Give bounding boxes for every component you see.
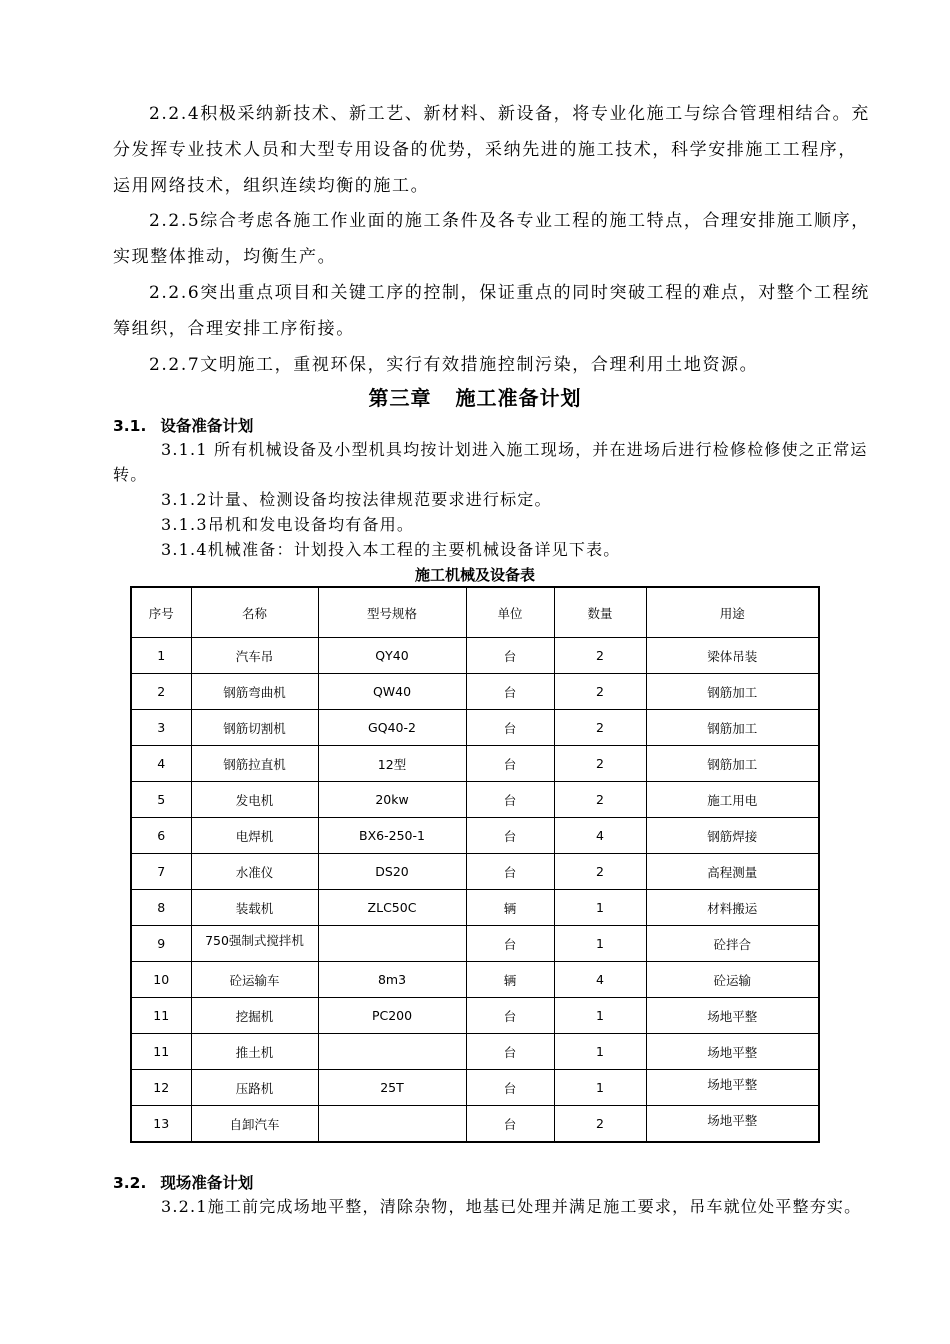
paragraph-2-2-5: 2.2.5综合考虑各施工作业面的施工条件及各专业工程的施工特点，合理安排施工顺序，实现整体推动，均衡生产。 — [113, 211, 870, 267]
table-cell: 汽车吊 — [191, 638, 318, 674]
table-cell: 发电机 — [191, 782, 318, 818]
table-cell: 台 — [466, 854, 554, 890]
table-cell: 4 — [554, 962, 646, 998]
table-cell: 台 — [466, 674, 554, 710]
table-cell: 8 — [131, 890, 191, 926]
table-cell: 钢筋拉直机 — [191, 746, 318, 782]
table-cell: 4 — [131, 746, 191, 782]
table-cell: 11 — [131, 1034, 191, 1070]
table-cell: 台 — [466, 710, 554, 746]
table-cell: 台 — [466, 1034, 554, 1070]
table-cell: ZLC50C — [318, 890, 466, 926]
table-cell: 1 — [554, 890, 646, 926]
section-3-1-heading — [113, 414, 253, 436]
table-row — [131, 1070, 819, 1106]
table-cell: 1 — [554, 998, 646, 1034]
section-title: 现场准备计划 — [160, 1174, 254, 1192]
table-cell: 钢筋切割机 — [191, 710, 318, 746]
table-cell: 压路机 — [191, 1070, 318, 1106]
table-cell: 2 — [554, 674, 646, 710]
table-cell: 挖掘机 — [191, 998, 318, 1034]
table-cell: 台 — [466, 998, 554, 1034]
header-cell: 用途 — [646, 587, 819, 638]
table-cell: 钢筋焊接 — [646, 818, 819, 854]
chapter-number: 第三章 — [368, 386, 432, 410]
table-cell: 13 — [131, 1106, 191, 1143]
table-row — [131, 998, 819, 1034]
table-cell — [318, 926, 466, 962]
table-cell: 2 — [554, 1106, 646, 1143]
table-cell: 9 — [131, 926, 191, 962]
table-cell: QY40 — [318, 638, 466, 674]
table-cell: 11 — [131, 998, 191, 1034]
table-cell: 推土机 — [191, 1034, 318, 1070]
table-row — [131, 1034, 819, 1070]
table-cell: 1 — [554, 1034, 646, 1070]
table-cell: 4 — [554, 818, 646, 854]
table-row — [131, 962, 819, 998]
table-cell — [318, 1034, 466, 1070]
table-cell: 1 — [131, 638, 191, 674]
table-cell: 电焊机 — [191, 818, 318, 854]
table-cell: 砼拌合 — [646, 926, 819, 962]
table-cell: 2 — [131, 674, 191, 710]
table-cell: 6 — [131, 818, 191, 854]
table-cell: 台 — [466, 782, 554, 818]
table-cell: 自卸汽车 — [191, 1106, 318, 1143]
table-cell: 砼运输车 — [191, 962, 318, 998]
table-row — [131, 674, 819, 710]
table-row — [131, 782, 819, 818]
table-cell: 750强制式搅拌机 — [191, 926, 318, 962]
table-cell: 场地平整 — [646, 1070, 819, 1106]
table-cell: 梁体吊装 — [646, 638, 819, 674]
table-cell: 台 — [466, 818, 554, 854]
table-row — [131, 818, 819, 854]
chapter-title: 施工准备计划 — [455, 386, 582, 410]
table-cell — [318, 1106, 466, 1143]
table-cell: 20kw — [318, 782, 466, 818]
table-cell: 8m3 — [318, 962, 466, 998]
table-cell: 场地平整 — [646, 1106, 819, 1143]
paragraph-3-2-1: 3.2.1施工前完成场地平整，清除杂物，地基已处理并满足施工要求，吊车就位处平整夯实。 — [161, 1197, 862, 1216]
table-cell: 钢筋加工 — [646, 746, 819, 782]
paragraph-3-1-4: 3.1.4机械准备：计划投入本工程的主要机械设备详见下表。 — [161, 540, 621, 559]
header-cell: 单位 — [466, 587, 554, 638]
table-cell: DS20 — [318, 854, 466, 890]
table-row — [131, 890, 819, 926]
table-cell: 台 — [466, 638, 554, 674]
header-cell: 序号 — [131, 587, 191, 638]
table-cell: 材料搬运 — [646, 890, 819, 926]
table-cell: 台 — [466, 1070, 554, 1106]
paragraph-3-1-3: 3.1.3吊机和发电设备均有备用。 — [161, 515, 415, 534]
section-number: 3.1. — [113, 417, 147, 435]
table-header-row — [131, 587, 819, 638]
table-cell: 2 — [554, 782, 646, 818]
equipment-table — [130, 586, 820, 1143]
table-cell: BX6-250-1 — [318, 818, 466, 854]
paragraph-3-1-1: 3.1.1 所有机械设备及小型机具均按计划进入施工现场，并在进场后进行检修检修使之正常运转。 — [113, 440, 868, 484]
table-cell: GQ40-2 — [318, 710, 466, 746]
table-cell: 台 — [466, 746, 554, 782]
section-3-2-heading — [113, 1171, 253, 1193]
table-cell: 钢筋加工 — [646, 674, 819, 710]
section-number: 3.2. — [113, 1174, 147, 1192]
table-cell: 2 — [554, 638, 646, 674]
table-cell: 1 — [554, 1070, 646, 1106]
header-cell: 数量 — [554, 587, 646, 638]
table-cell: 7 — [131, 854, 191, 890]
table-cell: 施工用电 — [646, 782, 819, 818]
header-cell: 型号规格 — [318, 587, 466, 638]
table-cell: 12型 — [318, 746, 466, 782]
table-cell: 辆 — [466, 890, 554, 926]
table-cell: 钢筋加工 — [646, 710, 819, 746]
table-cell: 2 — [554, 710, 646, 746]
table-cell: 12 — [131, 1070, 191, 1106]
table-cell: 1 — [554, 926, 646, 962]
table-cell: 10 — [131, 962, 191, 998]
header-cell: 名称 — [191, 587, 318, 638]
table-row — [131, 926, 819, 962]
table-row — [131, 638, 819, 674]
table-cell: 3 — [131, 710, 191, 746]
table-cell: 水准仪 — [191, 854, 318, 890]
table-cell: 场地平整 — [646, 1034, 819, 1070]
table-cell: 辆 — [466, 962, 554, 998]
section-title: 设备准备计划 — [160, 417, 254, 435]
table-cell: 钢筋弯曲机 — [191, 674, 318, 710]
table-row — [131, 1106, 819, 1143]
table-cell: 25T — [318, 1070, 466, 1106]
paragraph-3-1-2: 3.1.2计量、检测设备均按法律规范要求进行标定。 — [161, 490, 552, 509]
table-cell: 台 — [466, 1106, 554, 1143]
table-cell: QW40 — [318, 674, 466, 710]
table-row — [131, 710, 819, 746]
table-row — [131, 746, 819, 782]
table-cell: 高程测量 — [646, 854, 819, 890]
table-cell: 5 — [131, 782, 191, 818]
table-cell: 装载机 — [191, 890, 318, 926]
paragraph-2-2-7: 2.2.7文明施工，重视环保，实行有效措施控制污染，合理利用土地资源。 — [149, 355, 759, 375]
table-cell: 2 — [554, 854, 646, 890]
paragraph-2-2-4: 2.2.4积极采纳新技术、新工艺、新材料、新设备，将专业化施工与综合管理相结合。充分发挥专业技术人员和大型专用设备的优势，采纳先进的施工技术，科学安排施工工程序，运用网络技术，组织连续均衡的施工。 — [113, 104, 870, 196]
chapter-heading — [0, 382, 950, 411]
table-cell: 场地平整 — [646, 998, 819, 1034]
table-cell: PC200 — [318, 998, 466, 1034]
table-cell: 台 — [466, 926, 554, 962]
table-cell: 砼运输 — [646, 962, 819, 998]
paragraph-2-2-6: 2.2.6突出重点项目和关键工序的控制，保证重点的同时突破工程的难点，对整个工程统筹组织，合理安排工序衔接。 — [113, 283, 870, 339]
table-cell: 2 — [554, 746, 646, 782]
table-title: 施工机械及设备表 — [414, 566, 535, 584]
table-row — [131, 854, 819, 890]
